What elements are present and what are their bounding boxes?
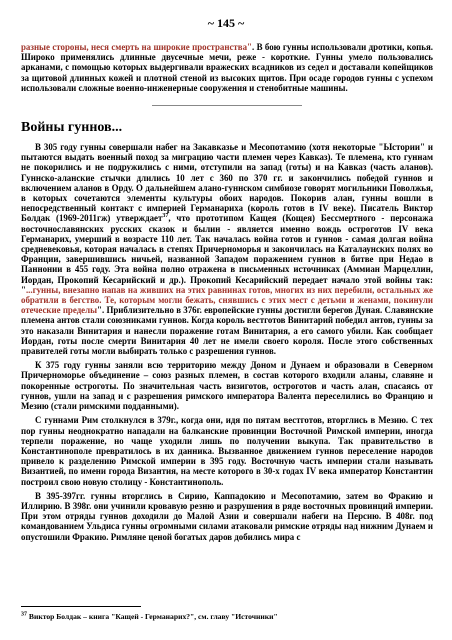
intro-text: . В бою гунны использовали дротики, копья. Широко применялись длинные двусечные мечи, реже - короткие. Гунны умело пользовались арканами, с помощью которых выдергивали вражеских всадников из седел и доставали копейщиков за щитовой длинных кожей и плотной стеной из высоких щитов. При осаде городов гунны с успехом использовали сложные военно-инженерные сооружения и стенобитные машины. [21, 42, 433, 93]
paragraph-1-part-c: ". Приблизительно в 376г. европейские гунны достигли берегов Дуная. Славянские племена антов стали союзниками гуннов. Когда король вестготов Винитарий победил антов, гунны за это наказали Винитария и нанесли поражение готам Винитария, а его самого убили. Как сообщает Иордан, готы после смерти Винитария 40 лет не имели своего короля. После этого собственных правителей готы могли выбирать только с разрешения гуннов. [21, 305, 434, 357]
footnote [21, 612, 433, 621]
section-heading: Войны гуннов... [21, 120, 123, 136]
footnote-text: Виктор Болдак – книга "Кащей - Германарих?", см. главу "Источники" [28, 612, 278, 621]
footnote-mark: 37 [21, 611, 27, 618]
paragraph-2: К 375 году гунны заняли всю территорию между Доном и Дунаем и образовали в Северном Причерноморье объединение – союз разных племен, в состав которого входили аланы, славяне и покоренные остроготы. По значительная часть визиготов, остроготов и часть алан, спасаясь от гуннов, ушли на запад и с разрешения римского императора Валента переселились во Францию и Мезию (стали римскими подданными). [21, 360, 433, 412]
paragraph-1-part-b: , что прототипом Кащея (Кощея) Бессмертного - персонажа восточнославянских русских сказок и былин - является именно вождь остроготов IV века Германарих, умерший в возрасте 110 лет. Так началась война готов и гуннов - самая долгая война средневековья, которая началась в степях Причерноморья и закончилась на Каталаунских полях во Франции, завершившись ничьей, названной Западом поражением гуннов в битве при Недао в Паннонии в 455 году. Эта война полно отражена в письменных источниках (Аммиан Марцеллин, Иордан, Прокопий Кесарийский и др.). Прокопий Кесарийский передает начало этой войны так: " [21, 213, 434, 295]
page-number: ~ 145 ~ [207, 16, 245, 30]
intro-paragraph [21, 42, 433, 93]
page-content [21, 42, 433, 546]
paragraph-1-part-a: В 305 году гунны совершали набег на Закавказье и Месопотамию (хотя некоторые "Ыстории" и пытаются выдать военный поход за миграцию части племен через Кавказ). Те племена, кто гуннам не покорились и не подружились с ними, отступили на запад (готы) и на Кавказ (часть аланов). Гуннско-аланские стычки длились 10 лет с 360 по 370 гг. и закончились победой гуннов и включением аланов в Орду. О дальнейшем алано-гуннском симбиозе говорят могильники Поволжья, в которых сочетаются элементы культуры обоих народов. Покорив алан, гунны вошли в непосредственный контакт с империей Германариха (король готов в IV веке). Писатель Виктор Болдак (1969-2011гж) утверждает [21, 142, 433, 224]
procopius-quote: ...гунны, внезапно напав на живших на этих равнинах готов, многих из них перебили, остальных же обратили в бегство. Те, которым могли бежать, снявшись с этих мест с детьми и женами, покинули отеческие пределы [21, 284, 433, 316]
footnote-ref[interactable]: 37 [162, 213, 169, 220]
paragraph-3: С гуннами Рим столкнулся в 379г., когда они, идя по пятам вестготов, вторглись в Мезию. С тех пор гунны неоднократно нападали на балканские провинции Восточной Римской империи, иногда терпели поражение, но чаще уходили лишь по получении выкупа. Так правительство в Константинополе превратилось в их данника. Вызванное движением гуннов переселение народов привело к разделению Римской империи в 395 году. Восточную часть империи стали называть Византией, по имени города Византия, на месте которого в 30-х годах IV века император Константин построил свою новую столицу - Константинополь. [21, 415, 433, 487]
paragraph-1 [21, 142, 433, 356]
paragraph-4: В 395-397гг. гунны вторглись в Сирию, Каппадокию и Месопотамию, затем во Фракию и Иллирию. В 398г. они учинили кровавую резню и разрушения в ряде восточных провинций империи. При этом отряды гуннов доходили до Малой Азии и совершали набеги на Персию. В 408г. под командованием Ульдиса гунны огромными силами атаковали римские отряды над нижним Дунаем и опустошили Фракию. Римляне ценой богатых даров добились мира с [21, 490, 433, 542]
footnote-rule [21, 606, 141, 607]
intro-red-quote: разные стороны, неся смерть на широкие пространства" [21, 42, 252, 52]
section-divider [152, 105, 302, 106]
